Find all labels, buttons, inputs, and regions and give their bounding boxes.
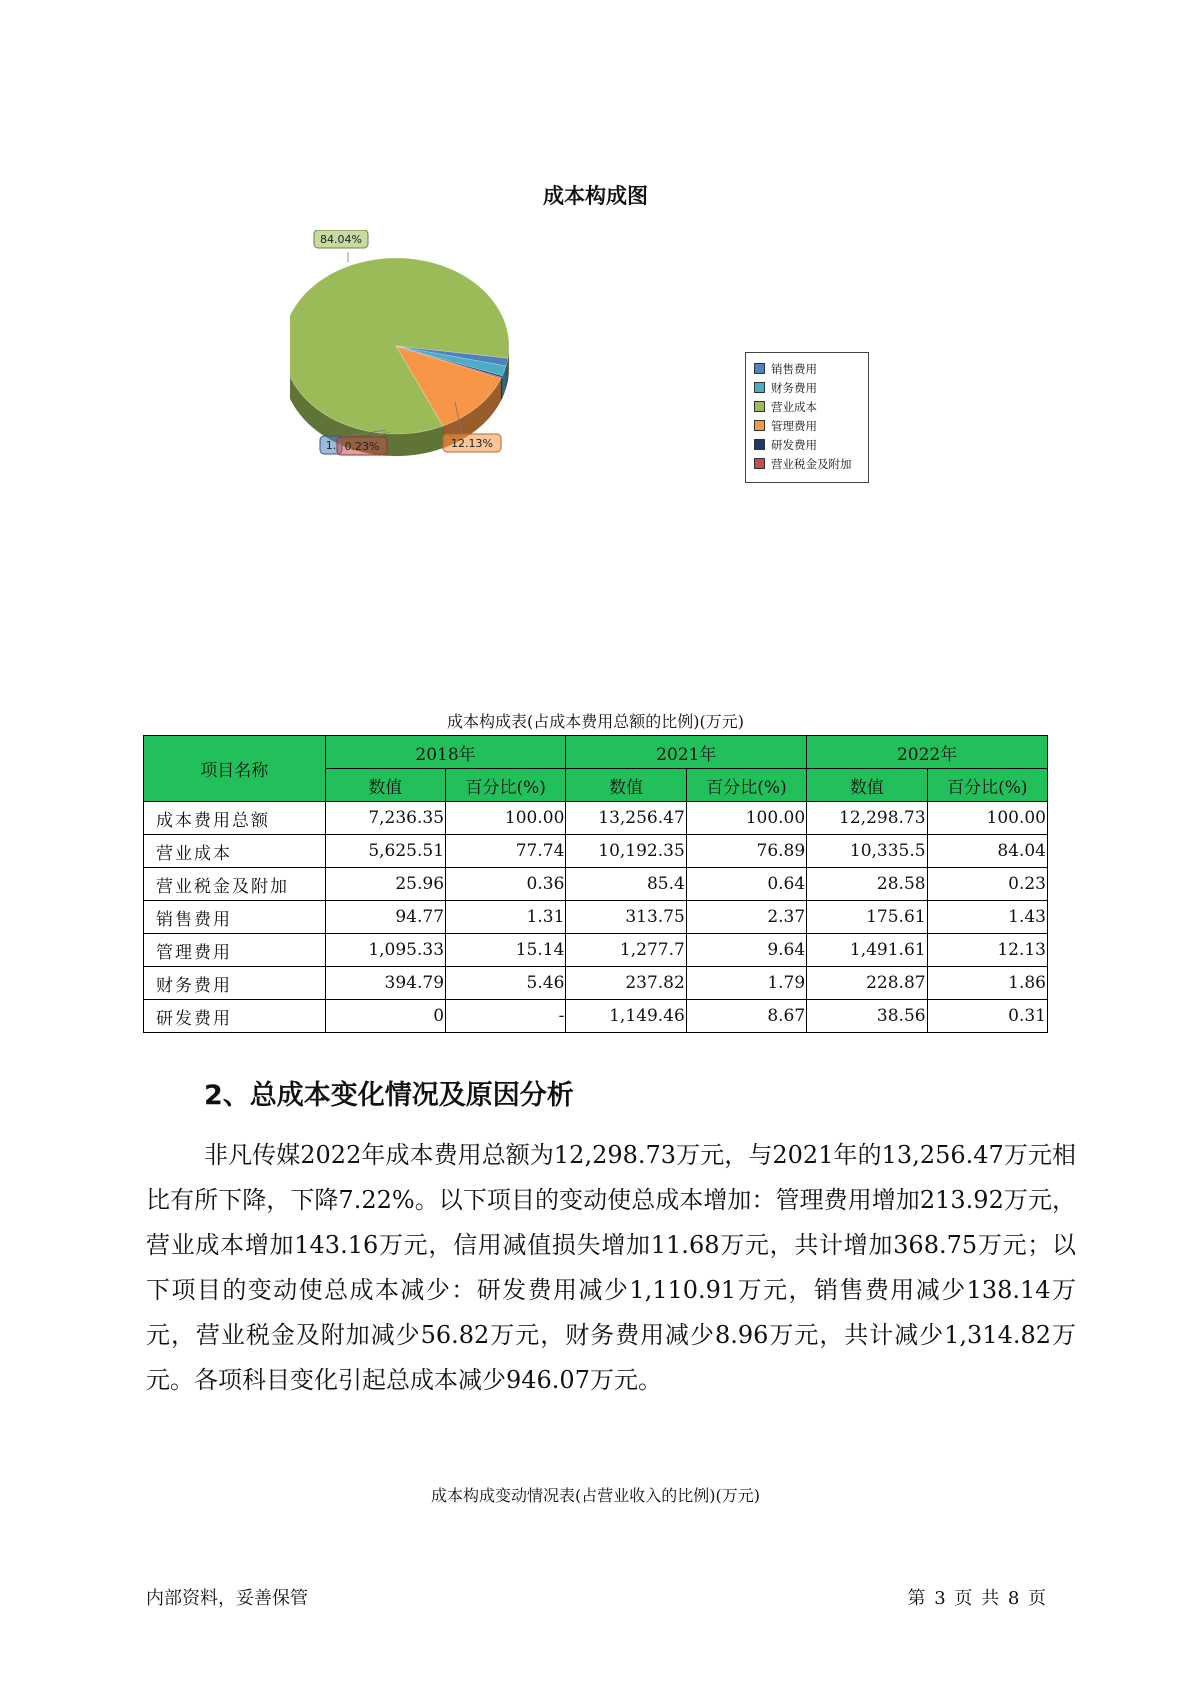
cell-value: 1,095.33 [325,934,445,967]
legend-label: 营业税金及附加 [771,456,852,471]
cell-value: 28.58 [807,868,927,901]
row-name: 成本费用总额 [144,802,326,835]
cell-percent: 0.31 [927,1000,1047,1033]
cost-table [143,735,1048,1033]
analysis-paragraph: 非凡传媒2022年成本费用总额为12,298.73万元，与2021年的13,256.47万元相比有所下降，下降7.22%。以下项目的变动使总成本增加：管理费用增加213.92万元，营业成本增加143.16万元，信用减值损失增加11.68万元，共计增加368.75万元；以下项目的变动使总成本减少：研发费用减少1,110.91万元，销售费用减少138.14万元，营业税金及附加减少56.82万元，财务费用减少8.96万元，共计减少1,314.82万元。各项科目变化引起总成本减少946.07万元。 [146,1141,1076,1394]
row-name: 营业税金及附加 [144,868,326,901]
next-table-caption: 成本构成变动情况表(占营业收入的比例)(万元) [431,1486,760,1505]
legend-label: 销售费用 [771,361,817,376]
cell-percent: 76.89 [686,835,806,868]
cell-percent: 100.00 [927,802,1047,835]
pie-chart [290,230,590,500]
row-name: 营业成本 [144,835,326,868]
cell-percent: 0.36 [446,868,566,901]
table-row [144,934,1048,967]
row-name: 管理费用 [144,934,326,967]
cell-value: 1,491.61 [807,934,927,967]
header-year: 2021年 [566,736,807,769]
legend-swatch [754,439,765,450]
table-row [144,868,1048,901]
cell-value: 237.82 [566,967,686,1000]
cell-value: 38.56 [807,1000,927,1033]
legend-swatch [754,458,765,469]
legend-item [754,378,868,397]
cell-value: 313.75 [566,901,686,934]
cell-value: 394.79 [325,967,445,1000]
cell-value: 25.96 [325,868,445,901]
cell-value: 228.87 [807,967,927,1000]
cell-percent: 77.74 [446,835,566,868]
table-row [144,1000,1048,1033]
cell-percent: 0.23 [927,868,1047,901]
cell-percent: 1.86 [927,967,1047,1000]
cell-percent: 15.14 [446,934,566,967]
cell-percent: 0.64 [686,868,806,901]
table-row [144,802,1048,835]
cell-value: 94.77 [325,901,445,934]
table-row [144,967,1048,1000]
legend-item [754,454,868,473]
cell-value: 12,298.73 [807,802,927,835]
cell-value: 7,236.35 [325,802,445,835]
footer-page-number: 第 3 页 共 8 页 [907,1588,1046,1609]
cell-percent: 2.37 [686,901,806,934]
cell-percent: 100.00 [686,802,806,835]
header-value: 数值 [325,769,445,802]
legend-swatch [754,420,765,431]
header-year: 2022年 [807,736,1048,769]
legend-label: 营业成本 [771,399,817,414]
pie-slice-side [501,377,502,400]
row-name: 销售费用 [144,901,326,934]
table-row [144,901,1048,934]
cell-value: 85.4 [566,868,686,901]
cell-percent: 9.64 [686,934,806,967]
data-label: 84.04% [320,233,362,246]
header-percent: 百分比(%) [446,769,566,802]
legend-label: 研发费用 [771,437,817,452]
legend-label: 管理费用 [771,418,817,433]
legend-label: 财务费用 [771,380,817,395]
header-percent: 百分比(%) [927,769,1047,802]
cell-percent: - [446,1000,566,1033]
cell-value: 175.61 [807,901,927,934]
section-heading: 2、总成本变化情况及原因分析 [204,1080,574,1111]
cell-percent: 1.31 [446,901,566,934]
legend-item [754,416,868,435]
cell-percent: 12.13 [927,934,1047,967]
data-label: 0.23% [344,440,380,453]
data-label: 1. [325,439,337,452]
legend-item [754,359,868,378]
cell-percent: 1.79 [686,967,806,1000]
table-row [144,835,1048,868]
header-percent: 百分比(%) [686,769,806,802]
header-item-name: 项目名称 [144,736,326,802]
chart-legend [745,352,869,483]
cell-percent: 84.04 [927,835,1047,868]
cell-percent: 5.46 [446,967,566,1000]
cell-value: 10,192.35 [566,835,686,868]
legend-swatch [754,363,765,374]
header-year: 2018年 [325,736,566,769]
data-label: 12.13% [451,437,493,450]
cell-percent: 100.00 [446,802,566,835]
row-name: 研发费用 [144,1000,326,1033]
cell-value: 1,277.7 [566,934,686,967]
cell-percent: 1.43 [927,901,1047,934]
legend-swatch [754,382,765,393]
cell-value: 1,149.46 [566,1000,686,1033]
header-value: 数值 [566,769,686,802]
cell-value: 13,256.47 [566,802,686,835]
cell-value: 10,335.5 [807,835,927,868]
legend-item [754,397,868,416]
footer-confidential: 内部资料，妥善保管 [146,1588,308,1609]
legend-item [754,435,868,454]
header-value: 数值 [807,769,927,802]
cell-value: 5,625.51 [325,835,445,868]
cell-value: 0 [325,1000,445,1033]
cell-percent: 8.67 [686,1000,806,1033]
row-name: 财务费用 [144,967,326,1000]
legend-swatch [754,401,765,412]
chart-title: 成本构成图 [543,184,648,208]
table-caption: 成本构成表(占成本费用总额的比例)(万元) [447,712,744,731]
